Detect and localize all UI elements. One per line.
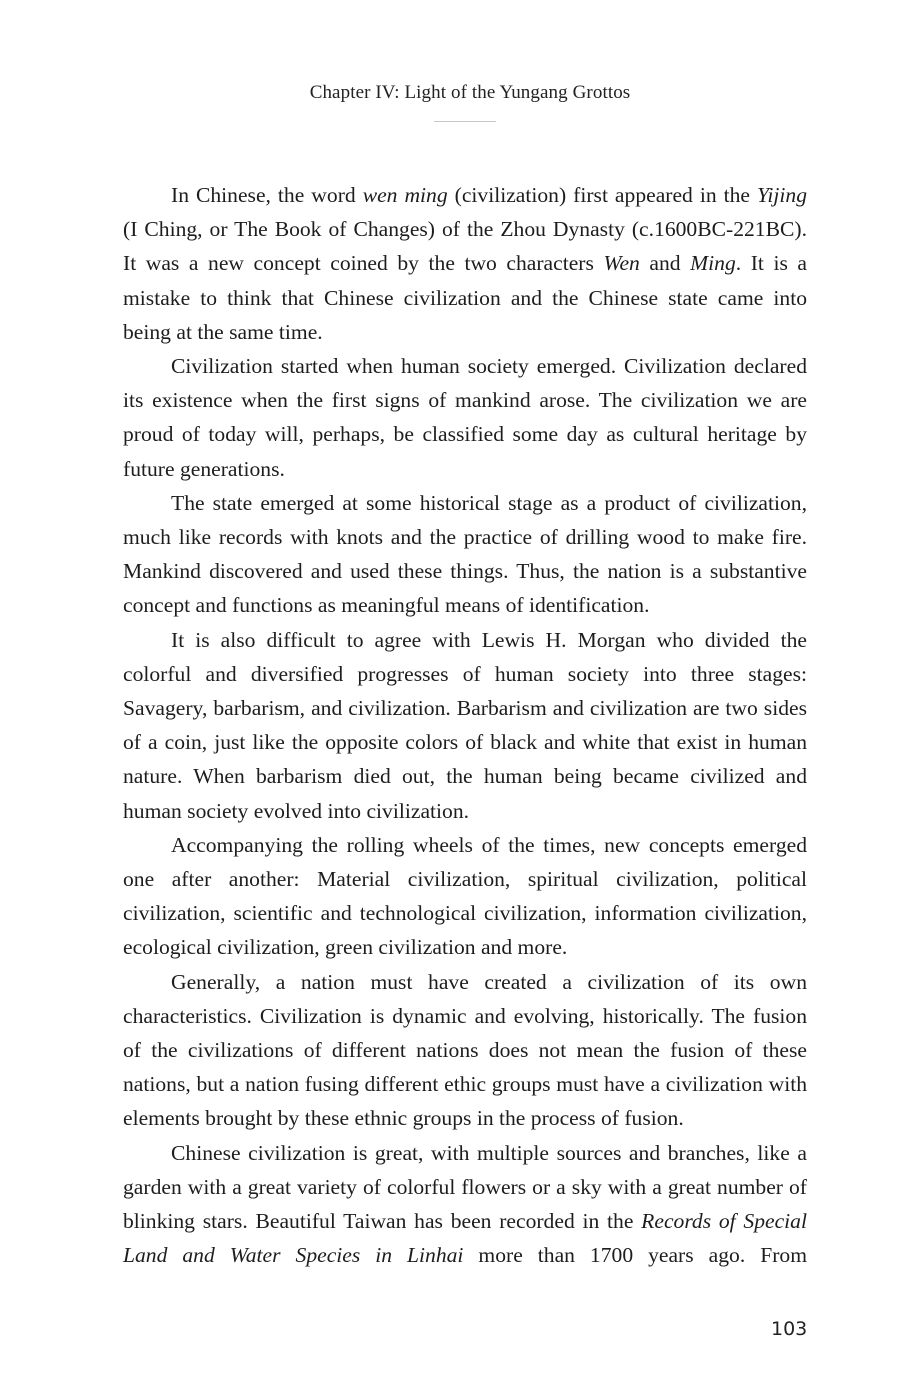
paragraph [123,828,807,965]
text-run: more than 1700 years ago. From [463,1243,807,1268]
paragraph [123,486,807,623]
text-run: Civilization started when human society emerged. Civilization declared its existence when the first signs of mankind arose. The civilization we are proud of today will, perhaps, be classified some day as cultural heritage by future generations. [123,354,807,481]
text-run: The state emerged at some historical stage as a product of civilization, much like records with knots and the practice of drilling wood to make fire. Mankind discovered and used these things. Thus, the nation is a substantive concept and functions as meaningful means of identification. [123,490,807,618]
text-run: (I Ching, or The Book of Changes) of the Zhou Dynasty (c.1600BC-221BC). It was a new concept coined by the two characters [123,217,807,276]
italic-term: Ming [690,251,736,276]
text-run: In Chinese, the word [171,183,363,207]
page-number: 103 [771,1318,808,1340]
text-run: Accompanying the rolling wheels of the times, new concepts emerged one after another: Material civilization, spiritual civilization, political civilization, scientific and technological civilization, information civilization, ecological civilization, green civilization and more. [123,832,807,960]
italic-term: Yijing [757,183,808,207]
text-run: Generally, a nation must have created a civilization of its own characteristics. Civilization is dynamic and evolving, historically. The fusion of the civilizations of different nations does not mean the fusion of these nations, but a nation fusing different ethic groups must have a civilization with elements brought by these ethnic groups in the process of fusion. [123,969,807,1131]
text-run: It is also difficult to agree with Lewis H. Morgan who divided the colorful and diversified progresses of human society into three stages: Savagery, barbarism, and civilization. Barbarism and civilization are two sides of a coin, just like the opposite colors of black and white that exist in human nature. When barbarism died out, the human being became civilized and human society evolved into civilization. [123,627,807,823]
paragraph [123,623,807,828]
paragraph [123,965,807,1136]
paragraph [123,349,807,486]
italic-term: Wen [603,251,640,276]
paragraph [123,178,807,349]
text-run: Chinese civilization is great, with multiple sources and branches, like a garden with a great variety of colorful flowers or a sky with a great number of blinking stars. Beautiful Taiwan has been recorded in the [123,1140,807,1234]
text-run: (civilization) first appeared in the [447,183,758,207]
running-header-title: Chapter IV: Light of the Yungang Grottos [309,82,631,103]
italic-term: wen ming [362,183,448,207]
italic-term: Records of Special Land and Water Species in Linhai [123,1209,807,1268]
text-run: . It is a mistake to think that Chinese civilization and the Chinese state came into being at the same time. [123,251,807,344]
paragraph [123,1136,807,1273]
body-text [123,178,807,1273]
text-run: and [639,251,691,276]
header-divider [434,121,496,122]
